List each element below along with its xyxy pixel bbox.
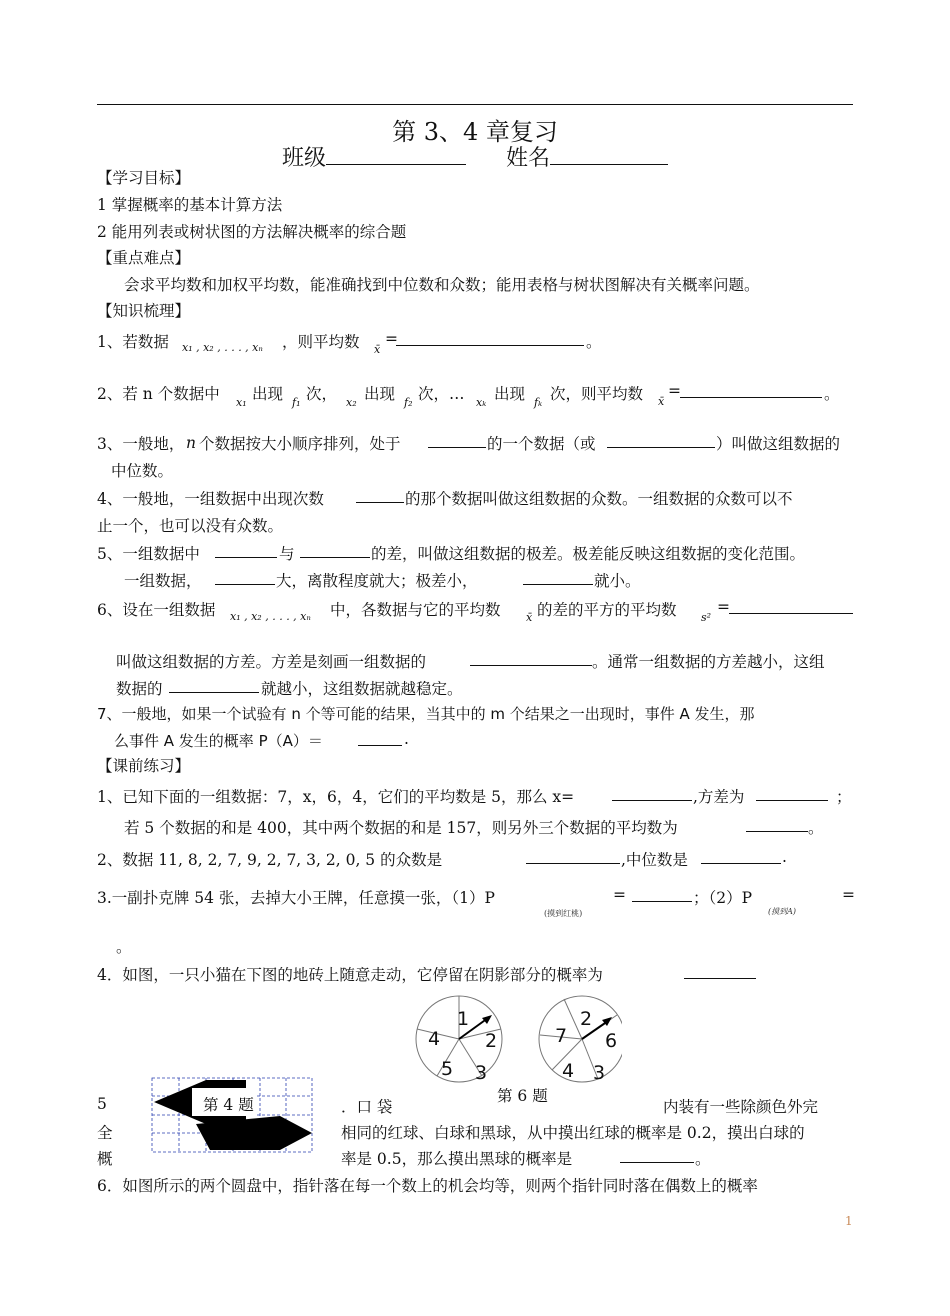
p4-blank [684, 964, 756, 979]
p5-a: 5 [97, 1095, 107, 1113]
left-spinner-5: 5 [441, 1058, 454, 1080]
q6-s2: s² [701, 611, 712, 624]
p2-blank-1 [526, 849, 620, 864]
left-spinner-3: 3 [475, 1062, 488, 1084]
p5-c: 内装有一些除颜色外完 [663, 1098, 819, 1116]
p2-a: 2、数据 11, 8, 2, 7, 9, 2, 7, 3, 2, 0, 5 的众数是 [97, 851, 443, 869]
p1-b: ,方差为 [693, 788, 745, 806]
q2-f1: f₁ [292, 396, 301, 409]
p1-a: 1、已知下面的一组数据：7，x，6，4，它们的平均数是 5，那么 x= [97, 788, 575, 806]
p5-blank [620, 1148, 694, 1163]
p3-eq-2: = [842, 886, 855, 904]
q6-f: 数据的 [116, 680, 163, 698]
p5-g: 率是 0.5，那么摸出黑球的概率是 [341, 1150, 573, 1168]
q6-blank-2 [470, 651, 592, 666]
p1-d: 若 5 个数据的和是 400，其中两个数据的和是 157，则另外三个数据的平均数为 [124, 819, 678, 837]
q1-blank [396, 331, 584, 346]
name-label: 姓名 [506, 146, 551, 172]
q2-end: 。 [824, 385, 840, 403]
q1-mid: ，则平均数 [282, 333, 360, 351]
p4-text: 4．如图，一只小猫在下图的地砖上随意走动，它停留在阴影部分的概率为 [97, 966, 603, 984]
q2-f2: f₂ [404, 396, 413, 409]
p5-e: 相同的红球、白球和黑球，从中摸出红球的概率是 0.2，摸出白球的 [341, 1124, 805, 1142]
q5-c: 的差，叫做这组数据的极差。极差能反映这组数据的变化范围。 [371, 545, 806, 563]
q4-a: 4、一般地，一组数据中出现次数 [97, 490, 324, 508]
q6-b: 中，各数据与它的平均数 [330, 601, 501, 619]
q1-eq: = [385, 330, 398, 348]
q3-d: ）叫做这组数据的 [716, 435, 841, 453]
p1-blank-2 [756, 786, 828, 801]
name-blank [550, 141, 668, 165]
objectives-heading: 【学习目标】 [97, 169, 191, 187]
objective-1: 1 掌握概率的基本计算方法 [97, 196, 283, 214]
practice-heading: 【课前练习】 [97, 757, 191, 775]
p2-blank-2 [701, 849, 781, 864]
p3-blank [632, 887, 692, 902]
q5-blank-3 [215, 570, 275, 585]
right-spinner-4: 4 [562, 1060, 575, 1082]
q3-c: 的一个数据（或 [487, 435, 596, 453]
q2-x2: x₂ [346, 396, 357, 409]
fig4-label: 第 4 题 [203, 1096, 254, 1114]
q6-eq: = [717, 598, 730, 616]
q3-blank-1 [428, 433, 486, 448]
q6-blank-3 [169, 678, 259, 693]
keypoints-heading: 【重点难点】 [97, 249, 191, 267]
q5-blank-2 [300, 543, 370, 558]
p1-blank-1 [612, 786, 692, 801]
q7-blank [358, 731, 402, 746]
q1-xbar: x̄ [374, 343, 381, 356]
p5-end: 。 [695, 1150, 711, 1168]
top-rule [97, 104, 853, 105]
q6-e: 。通常一组数据的方差越小，这组 [592, 653, 825, 671]
q7-b: 么事件 A 发生的概率 P（A）＝ [114, 732, 323, 750]
q2-xk: xₖ [476, 396, 487, 409]
q4-c: 止一个，也可以没有众数。 [97, 517, 284, 535]
page-number: 1 [845, 1214, 853, 1228]
q6-a: 6、设在一组数据 [97, 601, 216, 619]
q1-end: 。 [586, 333, 602, 351]
q2-g: 次，则平均数 [550, 385, 644, 403]
q1-sequence: x₁ , x₂ , . . . , xₙ [182, 341, 263, 354]
p5-b: ．口 袋 [341, 1098, 393, 1116]
q3-a: 3、一般地， [97, 435, 185, 453]
p2-b: ,中位数是 [621, 851, 688, 869]
q2-f: 出现 [494, 385, 526, 403]
knowledge-heading: 【知识梳理】 [97, 302, 191, 320]
q6-c: 的差的平方的平均数 [537, 601, 677, 619]
q3-n: n [186, 434, 196, 452]
left-spinner-1: 1 [457, 1008, 470, 1030]
q2-d: 出现 [364, 385, 396, 403]
q3-b: 个数据按大小顺序排列，处于 [199, 435, 401, 453]
p1-e: 。 [808, 819, 824, 837]
q2-xbar: x̄ [658, 395, 665, 408]
p3-sub-1: (摸到红桃) [544, 909, 583, 918]
q2-a: 2、若 n 个数据中 [97, 385, 220, 403]
q5-d: 一组数据， [124, 572, 202, 590]
q6-g: 就越小，这组数据就越稳定。 [261, 680, 463, 698]
q2-fk: fₖ [534, 396, 543, 409]
class-label: 班级 [281, 146, 326, 172]
p3-end: 。 [116, 938, 132, 956]
q2-blank [680, 383, 822, 398]
tile-figure [150, 1076, 314, 1154]
p6-text: 6．如图所示的两个圆盘中，指针落在每一个数上的机会均等，则两个指针同时落在偶数上的概率 [97, 1177, 758, 1195]
page-title: 第 3、4 章复习 [392, 118, 558, 146]
q2-c: 次， [306, 385, 338, 403]
q5-f: 就小。 [594, 572, 641, 590]
q6-d: 叫做这组数据的方差。方差是刻画一组数据的 [116, 653, 427, 671]
q2-x1: x₁ [236, 396, 247, 409]
q3-blank-2 [607, 433, 715, 448]
q5-b: 与 [279, 545, 295, 563]
q6-xbar: x̄ [526, 611, 533, 624]
q2-b: 出现 [252, 385, 284, 403]
left-spinner-4: 4 [428, 1028, 441, 1050]
p3-a: 3.一副扑克牌 54 张，去掉大小王牌，任意摸一张，（1）P [97, 889, 495, 907]
right-spinner-2: 2 [580, 1008, 593, 1030]
p2-end: . [782, 848, 787, 866]
right-spinner-3: 3 [593, 1062, 606, 1084]
q5-blank-4 [523, 570, 593, 585]
fig6-label: 第 6 题 [497, 1087, 548, 1105]
p3-sub-2: (摸到A) [768, 907, 797, 916]
q1-prefix: 1、若数据 [97, 333, 169, 351]
p5-d: 全 [97, 1124, 113, 1142]
p1-c: ； [836, 788, 852, 806]
left-spinner-2: 2 [485, 1030, 498, 1052]
q5-a: 5、一组数据中 [97, 545, 200, 563]
q6-blank-1 [729, 599, 853, 614]
q7-end: . [404, 730, 409, 748]
p3-semi: ；（2）P [693, 889, 753, 907]
p5-f: 概 [97, 1150, 113, 1168]
q4-b: 的那个数据叫做这组数据的众数。一组数据的众数可以不 [405, 490, 793, 508]
class-blank [326, 141, 466, 165]
q4-blank [356, 488, 404, 503]
q6-sequence: x₁ , x₂ , . . . , xₙ [230, 610, 311, 623]
right-spinner-6: 6 [605, 1030, 618, 1052]
q5-e: 大，离散程度就大；极差小， [276, 572, 478, 590]
q7-a: 7、一般地，如果一个试验有 n 个等可能的结果，当其中的 m 个结果之一出现时，事件 A 发生，那 [97, 705, 755, 723]
q2-eq: = [668, 382, 681, 400]
q2-e: 次，… [418, 385, 465, 403]
keypoints-text: 会求平均数和加权平均数，能准确找到中位数和众数；能用表格与树状图解决有关概率问题。 [124, 276, 760, 294]
right-spinner-7: 7 [555, 1025, 568, 1047]
q5-blank-1 [215, 543, 277, 558]
objective-2: 2 能用列表或树状图的方法解决概率的综合题 [97, 223, 407, 241]
q3-e: 中位数。 [111, 462, 174, 480]
p1-blank-3 [746, 817, 808, 832]
p3-eq-1: = [613, 886, 626, 904]
